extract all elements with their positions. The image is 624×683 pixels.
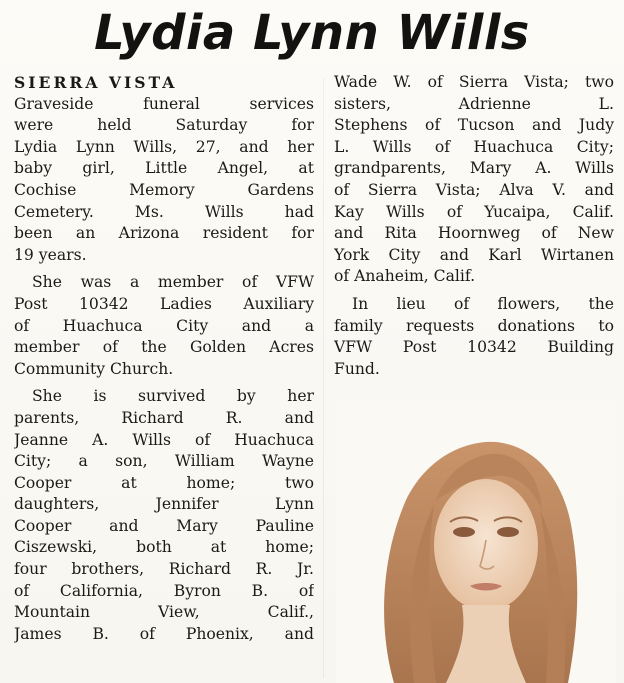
text-line: Cooper and Mary Pauline [14,516,314,535]
text-line: member of the Golden Acres [14,338,314,357]
text-line: Jeanne A. Wills of Huachuca [14,430,314,449]
text-line: She was a member of VFW [32,273,314,292]
text-line: of Sierra Vista; Alva V. and [334,180,614,199]
text-line: been an Arizona resident for [14,224,314,243]
text-line: Lydia Lynn Wills, 27, and her [14,137,314,156]
left-column [14,72,314,645]
text-line: of Anaheim, Calif. [334,267,476,286]
text-line: Post 10342 Ladies Auxiliary [14,294,314,313]
text-line: Cemetery. Ms. Wills had [14,202,314,221]
text-line: 19 years. [14,245,87,264]
text-line: four brothers, Richard R. Jr. [14,560,314,579]
text-line: were held Saturday for [14,116,314,135]
text-line: Stephens of Tucson and Judy [334,116,614,135]
text-line: Graveside funeral services [14,94,314,113]
text-line: of California, Byron B. of [14,581,314,600]
text-line: and Rita Hoornweg of New [334,224,614,243]
text-line: daughters, Jennifer Lynn [14,495,314,514]
text-line: grandparents, Mary A. Wills [334,159,614,178]
text-line: Mountain View, Calif., [14,603,314,622]
dateline: SIERRA VISTA [14,73,178,92]
headline: Lydia Lynn Wills [94,5,530,61]
text-line: In lieu of flowers, the [352,294,614,313]
text-line: She is survived by her [32,387,314,406]
portrait-image [336,400,616,683]
text-line: Wade W. of Sierra Vista; two [334,73,614,91]
text-line: City; a son, William Wayne [14,452,314,471]
text-line: York City and Karl Wirtanen [334,245,614,264]
paragraph-services [14,94,314,267]
text-line: family requests donations to [334,316,614,335]
text-line: Community Church. [14,359,174,378]
portrait-photo [336,400,616,683]
paragraph-membership [14,272,314,380]
text-line: Ciszewski, both at home; [14,538,314,557]
paragraph-survivors-continued [334,72,614,288]
right-column [334,72,614,380]
text-line: sisters, Adrienne L. [334,94,614,113]
column-divider [323,78,324,678]
text-line: Cochise Memory Gardens [14,180,314,199]
text-line: Kay Wills of Yucaipa, Calif. [334,202,614,221]
text-line: Cooper at home; two [14,473,314,492]
paragraph-survivors [14,386,314,645]
text-line: baby girl, Little Angel, at [14,159,314,178]
text-line: Fund. [334,359,380,378]
text-line: VFW Post 10342 Building [334,338,614,357]
paragraph-donations [334,294,614,380]
text-line: James B. of Phoenix, and [14,624,314,643]
text-line: parents, Richard R. and [14,408,314,427]
text-line: of Huachuca City and a [14,316,314,335]
text-line: L. Wills of Huachuca City; [334,137,614,156]
